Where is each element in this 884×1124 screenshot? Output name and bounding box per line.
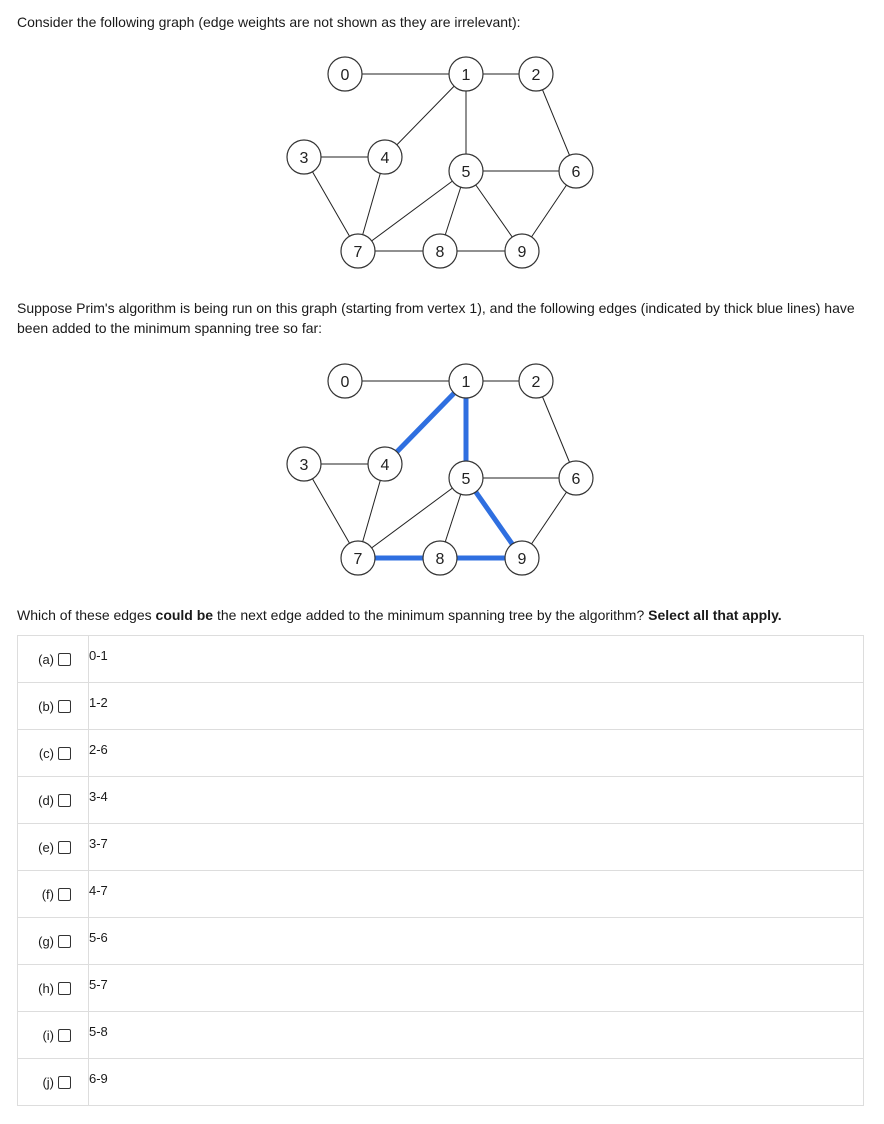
option-checkbox[interactable]: [58, 888, 71, 901]
option-checkbox-label[interactable]: [18, 981, 88, 996]
option-row: [18, 730, 864, 777]
option-checkbox[interactable]: [58, 794, 71, 807]
node-4: [368, 447, 402, 481]
node-label: 0: [340, 374, 350, 391]
node-label: 6: [571, 164, 581, 181]
option-text: 5-8: [89, 1024, 108, 1039]
node-6: [559, 461, 593, 495]
node-label: 2: [531, 67, 541, 84]
option-text: 6-9: [89, 1071, 108, 1086]
option-row: [18, 824, 864, 871]
node-2: [519, 364, 553, 398]
option-checkbox-label[interactable]: [18, 840, 88, 855]
option-text-cell: [89, 871, 864, 918]
option-letter: (f): [41, 886, 54, 902]
node-1: [449, 364, 483, 398]
option-text-cell: [89, 683, 864, 730]
option-checkbox-label[interactable]: [18, 793, 88, 808]
option-checkbox[interactable]: [58, 747, 71, 760]
option-label-cell: [18, 871, 89, 918]
node-label: 7: [353, 551, 363, 568]
prims-intro-text: Suppose Prim's algorithm is being run on this graph (starting from vertex 1), and the following edges (indicated by thick blue lines) have been added to the minimum spanning tree so far:: [17, 300, 855, 336]
intro-text: Consider the following graph (edge weights are not shown as they are irrelevant):: [17, 14, 521, 30]
option-label-cell: [18, 1059, 89, 1106]
node-label: 6: [571, 471, 581, 488]
option-letter: (b): [38, 698, 54, 714]
option-checkbox-label[interactable]: [18, 699, 88, 714]
option-checkbox[interactable]: [58, 841, 71, 854]
node-3: [287, 447, 321, 481]
node-8: [423, 234, 457, 268]
node-0: [328, 364, 362, 398]
node-7: [341, 234, 375, 268]
option-row: [18, 683, 864, 730]
node-label: 3: [299, 150, 309, 167]
option-letter: (c): [38, 745, 54, 761]
option-checkbox-label[interactable]: [18, 887, 88, 902]
node-label: 3: [299, 457, 309, 474]
original-graph: [0, 50, 884, 280]
node-label: 1: [461, 67, 471, 84]
option-checkbox-label[interactable]: [18, 746, 88, 761]
option-text: 3-4: [89, 789, 108, 804]
option-text: 0-1: [89, 648, 108, 663]
node-9: [505, 234, 539, 268]
node-9: [505, 541, 539, 575]
option-checkbox[interactable]: [58, 1076, 71, 1089]
node-3: [287, 140, 321, 174]
option-checkbox[interactable]: [58, 700, 71, 713]
option-text: 5-7: [89, 977, 108, 992]
option-text-cell: [89, 730, 864, 777]
option-row: [18, 1012, 864, 1059]
node-label: 4: [380, 150, 390, 167]
option-row: [18, 636, 864, 683]
option-text-cell: [89, 965, 864, 1012]
option-checkbox-label[interactable]: [18, 1075, 88, 1090]
option-row: [18, 777, 864, 824]
mst-progress-graph: [0, 357, 884, 587]
node-label: 5: [461, 164, 471, 181]
node-label: 2: [531, 374, 541, 391]
option-label-cell: [18, 1012, 89, 1059]
option-letter: (d): [38, 792, 54, 808]
option-letter: (h): [38, 980, 54, 996]
option-text: 2-6: [89, 742, 108, 757]
node-label: 9: [517, 244, 527, 261]
node-label: 4: [380, 457, 390, 474]
option-checkbox[interactable]: [58, 653, 71, 666]
option-checkbox[interactable]: [58, 1029, 71, 1042]
option-label-cell: [18, 965, 89, 1012]
node-label: 8: [435, 551, 445, 568]
node-label: 0: [340, 67, 350, 84]
option-checkbox[interactable]: [58, 935, 71, 948]
question-select-all: Select all that apply.: [648, 607, 782, 623]
option-text-cell: [89, 918, 864, 965]
option-row: [18, 871, 864, 918]
node-1: [449, 57, 483, 91]
node-5: [449, 154, 483, 188]
option-row: [18, 965, 864, 1012]
question-text: [17, 605, 867, 625]
option-letter: (e): [38, 839, 54, 855]
option-text-cell: [89, 1012, 864, 1059]
node-0: [328, 57, 362, 91]
option-letter: (a): [38, 651, 54, 667]
node-8: [423, 541, 457, 575]
option-text: 4-7: [89, 883, 108, 898]
option-text-cell: [89, 777, 864, 824]
option-letter: (j): [42, 1074, 54, 1090]
option-checkbox-label[interactable]: [18, 652, 88, 667]
option-label-cell: [18, 777, 89, 824]
option-text-cell: [89, 1059, 864, 1106]
option-text-cell: [89, 824, 864, 871]
node-label: 5: [461, 471, 471, 488]
option-label-cell: [18, 636, 89, 683]
option-checkbox-label[interactable]: [18, 934, 88, 949]
node-6: [559, 154, 593, 188]
question-prefix: Which of these edges: [17, 607, 156, 623]
node-label: 8: [435, 244, 445, 261]
question-bold-could-be: could be: [155, 607, 214, 623]
option-text-cell: [89, 636, 864, 683]
option-label-cell: [18, 918, 89, 965]
node-label: 7: [353, 244, 363, 261]
node-label: 1: [461, 374, 471, 391]
node-4: [368, 140, 402, 174]
answer-options-table: [17, 635, 864, 1106]
option-letter: (g): [38, 933, 54, 949]
option-label-cell: [18, 730, 89, 777]
node-7: [341, 541, 375, 575]
option-checkbox[interactable]: [58, 982, 71, 995]
option-checkbox-label[interactable]: [18, 1028, 88, 1043]
option-text: 3-7: [89, 836, 108, 851]
node-5: [449, 461, 483, 495]
option-text: 1-2: [89, 695, 108, 710]
node-label: 9: [517, 551, 527, 568]
option-letter: (i): [42, 1027, 54, 1043]
question-middle: the next edge added to the minimum spanning tree by the algorithm?: [213, 607, 649, 623]
node-2: [519, 57, 553, 91]
option-text: 5-6: [89, 930, 108, 945]
option-row: [18, 918, 864, 965]
option-row: [18, 1059, 864, 1106]
option-label-cell: [18, 824, 89, 871]
option-label-cell: [18, 683, 89, 730]
